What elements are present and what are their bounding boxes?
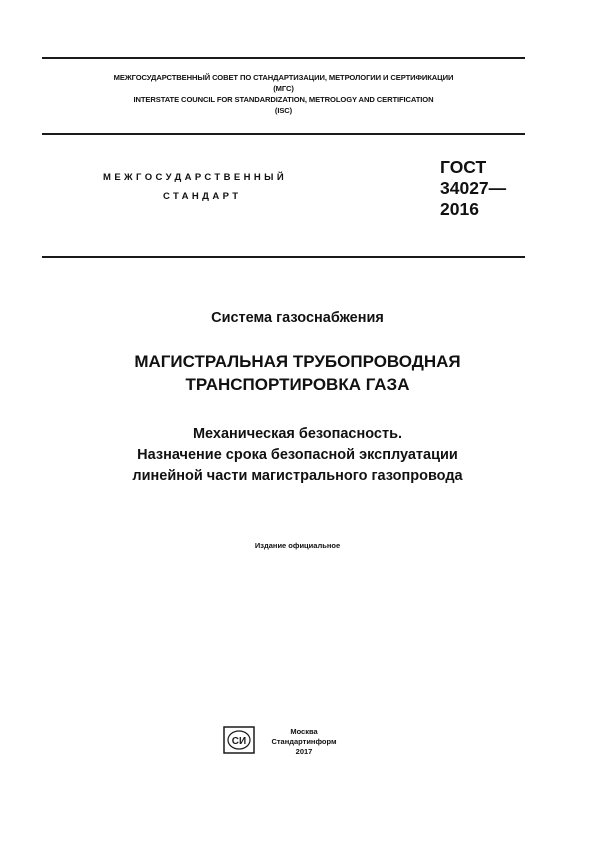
top-rule [42,57,525,59]
edition-note: Издание официальное [254,541,341,550]
main-title [0,350,595,396]
standard-type-line2: СТАНДАРТ [163,191,242,202]
council-header [42,72,525,116]
council-abbr-ru: (МГС) [273,84,294,93]
subtitle-line2: Назначение срока безопасной эксплуатации [137,447,458,463]
imprint-city: Москва [290,727,318,736]
council-abbr-en: (ISC) [274,106,293,115]
gost-number: 34027— [440,178,507,198]
gost-prefix: ГОСТ [440,157,487,177]
council-rule [42,133,525,135]
imprint-year: 2017 [295,747,313,756]
main-title-line1: МАГИСТРАЛЬНАЯ ТРУБОПРОВОДНАЯ [134,352,461,371]
standartinform-logo-icon [223,726,255,754]
subtitle-line1: Механическая безопасность. [192,426,403,442]
main-title-line2: ТРАНСПОРТИРОВКА ГАЗА [185,375,410,394]
logo-lettering: СИ [231,736,247,747]
designation-rule [42,256,525,258]
subtitle [0,424,595,487]
imprint [264,727,344,757]
council-name-ru: МЕЖГОСУДАРСТВЕННЫЙ СОВЕТ ПО СТАНДАРТИЗАЦИИ, МЕТРОЛОГИИ И СЕРТИФИКАЦИИ [113,73,454,82]
subtitle-line3: линейной части магистрального газопровода [132,468,463,484]
council-name-en: INTERSTATE COUNCIL FOR STANDARDIZATION, METROLOGY AND CERTIFICATION [133,95,434,104]
imprint-publisher: Стандартинформ [271,737,337,746]
standartinform-logo-graphic [223,726,255,754]
system-title: Система газоснабжения [211,310,384,326]
gost-designation [440,157,506,220]
gost-year: 2016 [440,199,479,219]
standard-type-line1: МЕЖГОСУДАРСТВЕННЫЙ [103,172,288,183]
